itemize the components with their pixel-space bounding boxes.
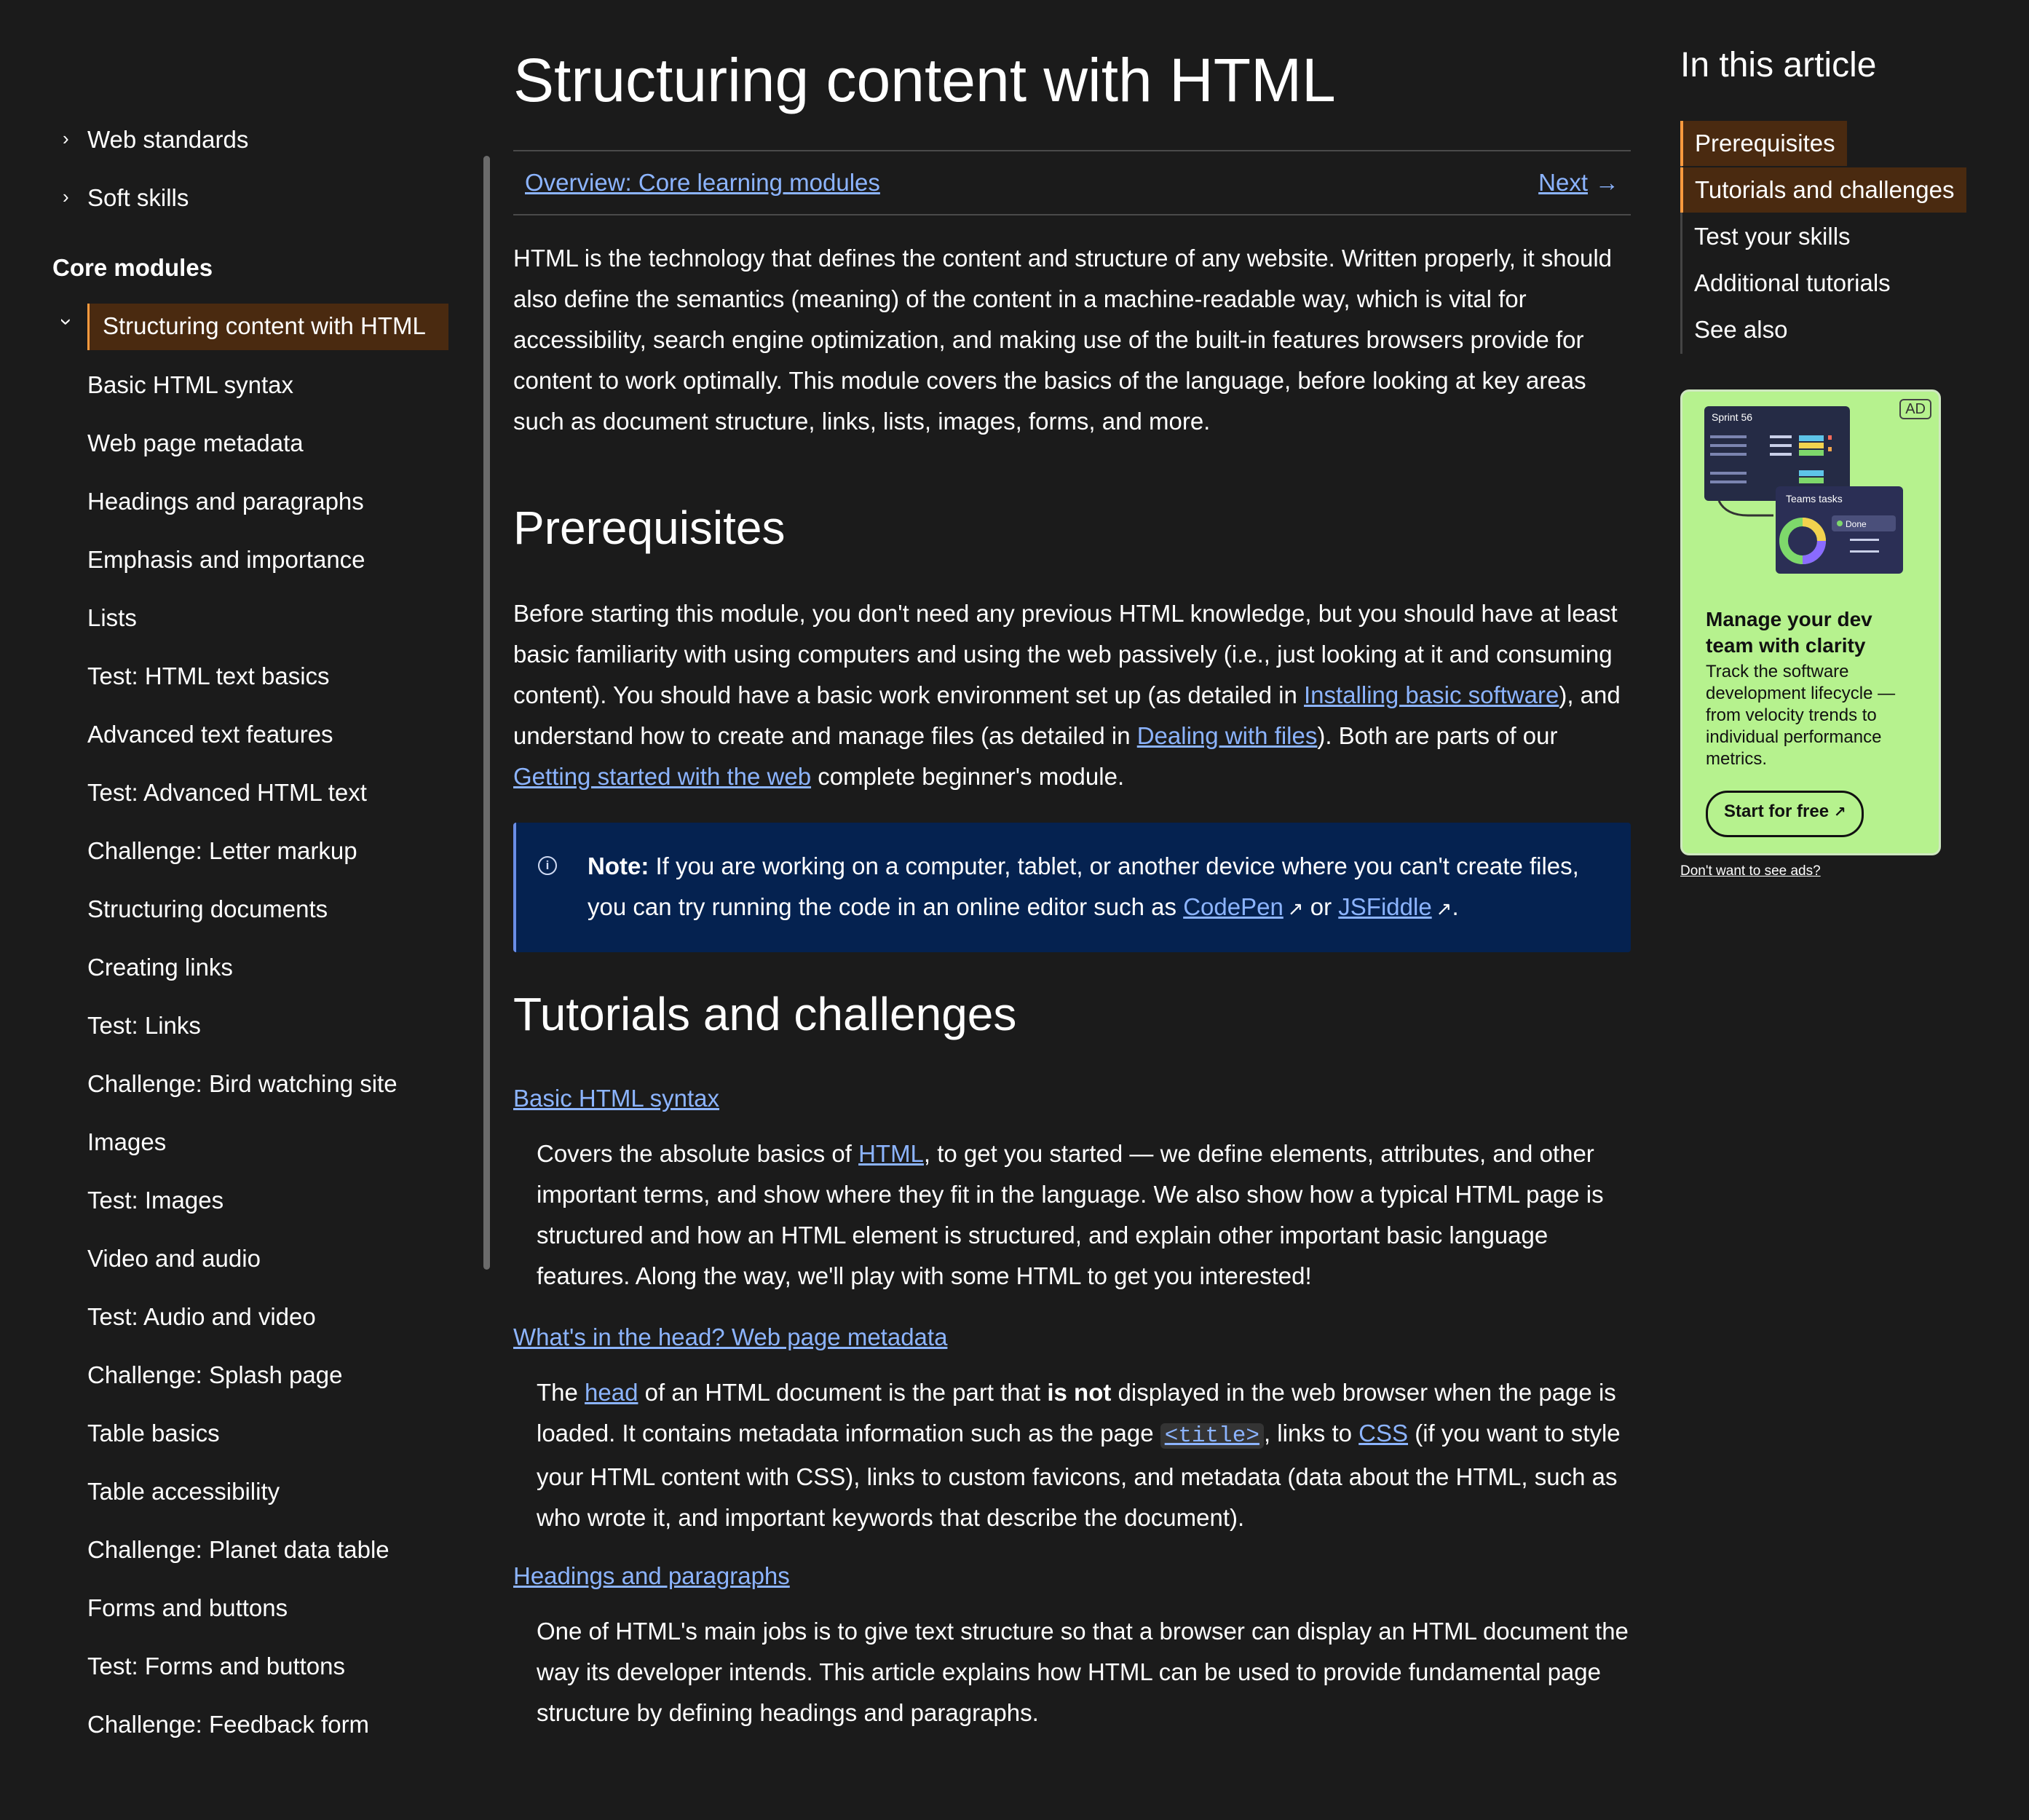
installing-software-link[interactable]: Installing basic software bbox=[1304, 681, 1559, 708]
bold-text: is not bbox=[1047, 1379, 1112, 1406]
sidebar-item-web-page-metadata[interactable]: Web page metadata bbox=[87, 430, 304, 456]
text: , links to bbox=[1263, 1420, 1359, 1447]
text: ), and understand how to create and manage files (as detailed in bbox=[513, 681, 1621, 749]
getting-started-link[interactable]: Getting started with the web bbox=[513, 763, 812, 790]
jsfiddle-link[interactable]: JSFiddle bbox=[1338, 893, 1432, 920]
sidebar-item-headings-and-paragraphs[interactable]: Headings and paragraphs bbox=[87, 488, 364, 515]
head-glossary-link[interactable]: head bbox=[585, 1379, 638, 1406]
text: or bbox=[1303, 893, 1339, 920]
next-link[interactable] bbox=[1538, 169, 1619, 197]
intro-paragraph: HTML is the technology that defines the content and structure of any website. Written properly, it should also define the semantics (meaning) of the content in a machine-readable way, which is vital for accessibility, search engine optimization, and making use of the built-in features browsers provide for content to work optimally. This module covers the basics of the language, before looking at key areas such as document structure, links, lists, images, forms, and more. bbox=[513, 245, 1613, 435]
mock-tasks-label: Teams tasks bbox=[1786, 493, 1843, 505]
sidebar-item-test-html-text-basics[interactable]: Test: HTML text basics bbox=[87, 662, 330, 689]
basic-html-syntax-description bbox=[537, 1133, 1629, 1297]
sidebar-item-basic-html-syntax[interactable]: Basic HTML syntax bbox=[87, 371, 294, 398]
chevron-right-icon: › bbox=[63, 186, 69, 207]
toc-item-additional-tutorials[interactable]: Additional tutorials bbox=[1694, 269, 1891, 296]
external-link-icon: ↗ bbox=[1833, 804, 1846, 820]
tutorials-heading: Tutorials and challenges bbox=[513, 988, 1017, 1040]
dashboard-illustration bbox=[1704, 406, 1915, 596]
html-glossary-link[interactable]: HTML bbox=[858, 1140, 924, 1167]
sidebar-scrollbar[interactable] bbox=[483, 156, 490, 1270]
chevron-down-icon[interactable]: › bbox=[55, 318, 79, 325]
text: (if you want to style your HTML content with CSS), links to custom favicons, and metadata (data about the HTML, such as who wrote it, and important keywords that describe the document). bbox=[537, 1420, 1621, 1531]
sidebar-item-label: Web standards bbox=[87, 126, 249, 153]
external-link-icon: ↗ bbox=[1436, 898, 1452, 919]
note-label: Note: bbox=[588, 852, 649, 879]
ad-card[interactable] bbox=[1680, 389, 1941, 855]
sidebar-item-table-accessibility[interactable]: Table accessibility bbox=[87, 1478, 280, 1505]
arrow-right-icon: → bbox=[1595, 169, 1619, 196]
toc-item-see-also[interactable]: See also bbox=[1694, 316, 1788, 343]
sidebar-item-challenge-planet-data-table[interactable]: Challenge: Planet data table bbox=[87, 1536, 389, 1563]
text: complete beginner's module. bbox=[811, 763, 1125, 790]
css-glossary-link[interactable]: CSS bbox=[1358, 1420, 1409, 1447]
note-text bbox=[588, 846, 1614, 929]
code-title: <title> bbox=[1160, 1423, 1264, 1449]
dealing-with-files-link[interactable]: Dealing with files bbox=[1136, 722, 1318, 749]
ad-badge: AD bbox=[1899, 399, 1931, 419]
text: The bbox=[537, 1379, 585, 1406]
text: ). Both are parts of our bbox=[1317, 722, 1558, 749]
sidebar-nav bbox=[0, 0, 480, 1820]
text: If you are working on a computer, tablet, or another device where you can't create files, you can try running the code in an online editor such as bbox=[588, 852, 1579, 920]
mock-sprint-label: Sprint 56 bbox=[1712, 411, 1753, 423]
sidebar-item-lists[interactable]: Lists bbox=[87, 604, 137, 631]
sidebar-item-label: Structuring content with HTML bbox=[103, 312, 426, 339]
headings-paragraphs-link[interactable]: Headings and paragraphs bbox=[513, 1562, 790, 1589]
sidebar-item-table-basics[interactable]: Table basics bbox=[87, 1420, 220, 1447]
text: displayed in the web browser when the page is loaded. It contains metadata information such as the page bbox=[537, 1379, 1616, 1447]
toc-title: In this article bbox=[1680, 46, 1877, 84]
sidebar-item-web-standards[interactable] bbox=[63, 126, 249, 154]
sidebar-item-challenge-bird-watching-site[interactable]: Challenge: Bird watching site bbox=[87, 1070, 398, 1097]
next-link-label: Next bbox=[1538, 169, 1588, 196]
sidebar-item-test-links[interactable]: Test: Links bbox=[87, 1012, 201, 1039]
prerequisites-paragraph bbox=[513, 593, 1631, 797]
mock-done-label: Done bbox=[1846, 519, 1867, 529]
text: , to get you started — we define elements, attributes, and other important terms, and show where they fit in the language. We also show how a typical HTML page is structured and how an HTML element is structured, and explain other important basic language features. Along the way, we'll play with some HTML to get you interested! bbox=[537, 1140, 1604, 1289]
note-callout bbox=[513, 823, 1631, 952]
sidebar-item-challenge-splash-page[interactable]: Challenge: Splash page bbox=[87, 1361, 343, 1388]
overview-link[interactable]: Overview: Core learning modules bbox=[525, 169, 880, 196]
sidebar-item-structuring-documents[interactable]: Structuring documents bbox=[87, 895, 328, 922]
text: Covers the absolute basics of bbox=[537, 1140, 859, 1167]
basic-html-syntax-link[interactable]: Basic HTML syntax bbox=[513, 1085, 720, 1112]
ad-headline: Manage your dev team with clarity bbox=[1706, 608, 1872, 657]
external-link-icon: ↗ bbox=[1287, 898, 1304, 919]
sidebar-item-emphasis-and-importance[interactable]: Emphasis and importance bbox=[87, 546, 365, 573]
page-title: Structuring content with HTML bbox=[513, 46, 1336, 114]
codepen-link[interactable]: CodePen bbox=[1183, 893, 1284, 920]
prerequisites-heading: Prerequisites bbox=[513, 502, 786, 554]
ad-opt-out-link[interactable]: Don't want to see ads? bbox=[1680, 863, 1821, 879]
metadata-description bbox=[537, 1372, 1629, 1538]
sidebar-item-test-audio-and-video[interactable]: Test: Audio and video bbox=[87, 1303, 316, 1330]
sidebar-item-images[interactable]: Images bbox=[87, 1128, 167, 1155]
sidebar-item-advanced-text-features[interactable]: Advanced text features bbox=[87, 721, 333, 748]
sidebar-section-heading: Core modules bbox=[52, 254, 213, 281]
ad-body: Track the software development lifecycle — from velocity trends to individual performance metrics. bbox=[1706, 662, 1896, 769]
article-nav-bar bbox=[513, 150, 1631, 215]
sidebar-item-label: Soft skills bbox=[87, 184, 189, 211]
sidebar-item-test-images[interactable]: Test: Images bbox=[87, 1187, 224, 1214]
ad-cta-label: Start for free bbox=[1724, 802, 1830, 821]
metadata-link[interactable]: What's in the head? Web page metadata bbox=[513, 1324, 948, 1350]
sidebar-item-creating-links[interactable]: Creating links bbox=[87, 954, 233, 981]
sidebar-item-current[interactable] bbox=[87, 304, 448, 350]
sidebar-item-test-advanced-html-text[interactable]: Test: Advanced HTML text bbox=[87, 779, 367, 806]
toc-item-prerequisites[interactable]: Prerequisites bbox=[1680, 121, 1847, 166]
sidebar-item-soft-skills[interactable] bbox=[63, 184, 189, 212]
chevron-right-icon: › bbox=[63, 127, 69, 149]
sidebar-item-challenge-feedback-form[interactable]: Challenge: Feedback form bbox=[87, 1711, 370, 1738]
start-for-free-button[interactable] bbox=[1706, 791, 1864, 837]
title-element-link[interactable] bbox=[1160, 1420, 1264, 1447]
toc-item-tutorials-and-challenges[interactable]: Tutorials and challenges bbox=[1680, 167, 1966, 213]
headings-paragraphs-description: One of HTML's main jobs is to give text structure so that a browser can display an HTML document the way its developer intends. This article explains how HTML can be used to provide fundamental page structure by defining headings and paragraphs. bbox=[537, 1618, 1629, 1726]
sidebar-item-video-and-audio[interactable]: Video and audio bbox=[87, 1245, 261, 1272]
text: of an HTML document is the part that bbox=[638, 1379, 1048, 1406]
text: Before starting this module, you don't need any previous HTML knowledge, but you should have at least basic familiarity with using computers and using the web passively (i.e., just looking at it and consuming content). You should have a basic work environment set up (as detailed in bbox=[513, 600, 1618, 708]
info-icon: i bbox=[538, 856, 557, 875]
text: . bbox=[1452, 893, 1459, 920]
toc-item-test-your-skills[interactable]: Test your skills bbox=[1694, 223, 1851, 250]
sidebar-item-forms-and-buttons[interactable]: Forms and buttons bbox=[87, 1594, 288, 1621]
sidebar-item-challenge-letter-markup[interactable]: Challenge: Letter markup bbox=[87, 837, 357, 864]
sidebar-item-test-forms-and-buttons[interactable]: Test: Forms and buttons bbox=[87, 1653, 345, 1679]
